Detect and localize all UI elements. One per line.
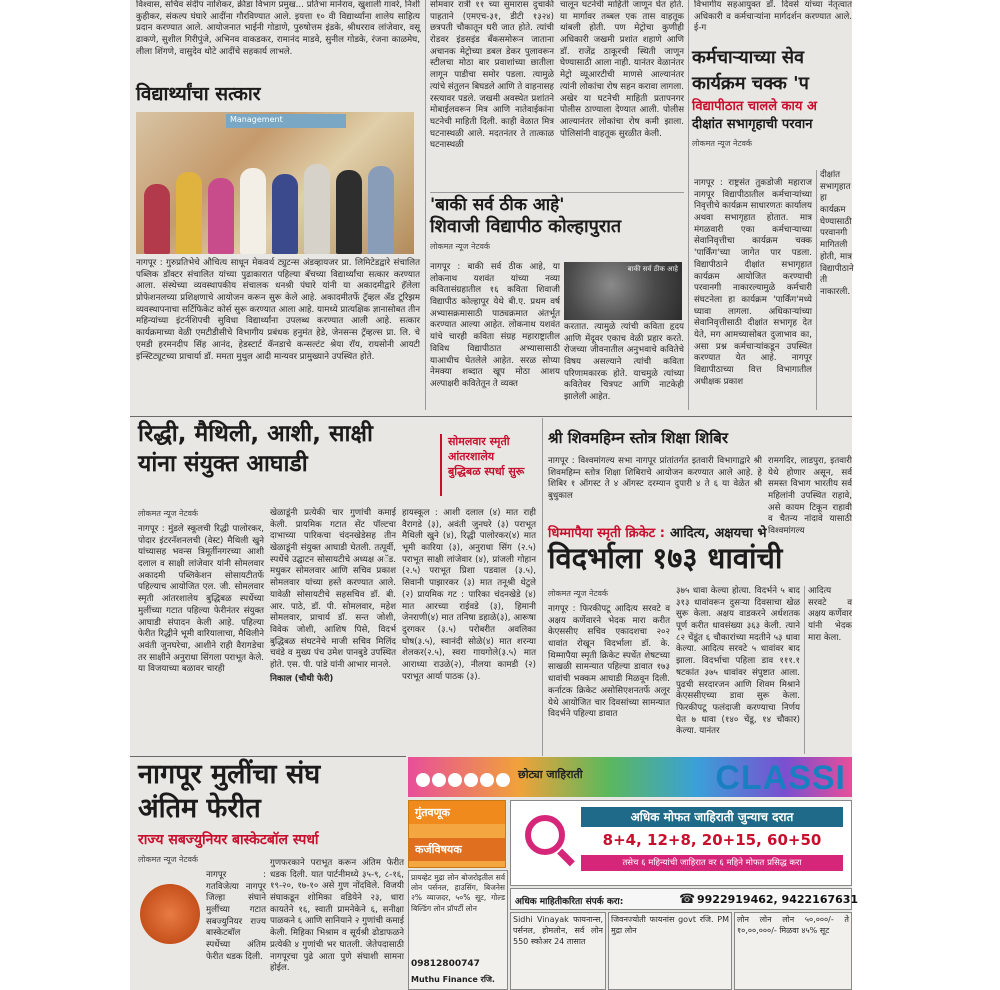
contact-phones: 9922919462, 9422167631 [697, 893, 859, 906]
basketball-text-1: नागपूर : गतविजेत्या नागपूर जिल्हा संघाने मुलींच्या गटात सबज्युनियर राज्य बास्केटबॉल स्पर्धेच्या अंतिम फेरीत धडक दिली. [206, 870, 266, 962]
chess-headline-2: यांना संयुक्त आघाडी [138, 450, 308, 477]
cricket-text-3: आदित्य सरवटे व अक्षय कर्णेवार यांनी भेदक मारा केला. [808, 586, 852, 643]
chess-tag-3: बुद्धिबळ स्पर्धा सुरू [448, 465, 525, 478]
chess-results-text: हायस्कूल : आशी दलाल (४) मात राही वैरागडे (३), अवंती जुनघरे (३) पराभूत मैथिली खुने (४), रिद्धी पालोरकर(४) मात भूमी कारिया (३), अनुराधा सिंग (२.५) पराभूत साक्षी लांजेवार (४), प्रांजली गोहान (२.५) पराभूत प्रिशा पडवाल (३.५), सिवानी पाझारकर (३) मात तनूश्री थेटुले (२) प्रायमिक गट : पारिका चंदनखेडे (४) मात आरच्या राईवडे (३), हिमानी जेनराणी(४) मात तनिषा डहाळे(३), आरूषा दुरगकर (३.५) परोबरीत अवलिका घोष(३.५), स्वानंदी सोळे(४) मात शरन्या शेलकर(२.५), स्वरा गायगोले(३.५) मात आराध्या राउळे(२), नीलया कामडी (२) पराभूत आर्या पाठक (३). [402, 508, 536, 682]
karmachari-strip-text: दीक्षांत सभागृहात हा कार्यक्रम घेण्यासाठी परवानगी मागितली होती, मात्र विद्यापीठाने ती नाकारली. [820, 170, 854, 297]
poet-book-photo [564, 262, 682, 320]
felicitation-body [136, 258, 420, 408]
chess-col2 [270, 508, 396, 754]
column-divider [425, 0, 426, 410]
column-divider [816, 170, 817, 410]
section-divider [130, 756, 406, 757]
cricket-headline: विदर्भाला १७३ धावांची [548, 541, 783, 575]
top-left-text: विश्वास, सचिव संदीप नाशिकर, क्रीडा विभाग प्रमुख... प्रतिभा मानेराव, खुशाली गावरे, निशी कुहीकर, संकल्प घंघारे आदींना गौरविण्यात आले. इयत्ता १० वी विद्यार्थ्यांना शालेय साहित्य प्रदान करण्यात आले. आयोजनात भाईनी गोडाणे, पुरुषोत्तम इंडके, श्रीधरराव लांजेवार, वसू ढाकणे, सुशील गिरीपुंजे, अभिनव वाकडकर, रामानंद माडवे, सुनील गोडके, रंजना काळमेघ, लीला शिंगणे, वासुदेव थोटे आदींचे सहकार्य लाभले. [136, 0, 420, 57]
classifieds-banner [408, 757, 852, 797]
column-divider [804, 586, 805, 754]
cricket-kicker-red: धिम्मापैया स्मृती क्रिकेट : [548, 526, 665, 541]
person-figure [176, 172, 202, 254]
newspaper-page [130, 0, 859, 990]
top-right-text: विभागीय सहआयुक्त डॉ. दिवसे यांच्या नेतृत्वात अधिकारी व कर्मचाऱ्यांना मार्गदर्शन करण्यात आले. ई-ग [694, 0, 852, 34]
karmachari-right-strip [820, 170, 852, 410]
metro-story-text: सोमवार रात्री ११ च्या सुमारास दुचाकी पाहताने (एमएच-३१, डीटी १३२४) छत्रपती चौकातून घरी जात होते. त्यांची रोडवर इंडसइंड बँकसमोरून जाताना अचानक मेट्रोच्या डबल डेकर पुलावरून स्टीलचा मोठा बार प्रवाशांच्या छातीला लागून पाडीचा समोर पडला. त्यामुळे त्यांचे संतुलन बिघडले आणि ते वाहनासह रस्त्यावर पडले. जखमी अवस्थेत प्रशांतने मोबाईलवरून मित्र आणि नातेवाईकांना घटनेची माहिती दिली. काही वेळात मित्र घटनास्थळी आले. मदतनंतर ते तात्काळ घटनास्थळी [430, 0, 554, 151]
offer-title: अधिक मोफत जाहिराती जुन्याच दरात [581, 807, 843, 827]
category-icons [416, 769, 512, 788]
sidhi-text: Sidhi Vinayak फायनान्स, पर्सनल, होमलोन, सर्व लोन 550 स्कोअर 24 तासात [513, 915, 603, 946]
invest-tab-label: गुंतवणूक [409, 801, 505, 824]
shivaji-byline: लोकमत न्यूज नेटवर्क [430, 242, 491, 252]
chess-results-label: निकाल (चौथी फेरी) [270, 673, 334, 684]
shivaji-text: नागपूर : बाकी सर्व ठीक आहे, या लोकनाथ यशवंत यांच्या नव्या कवितासंग्रहातील १६ कविता शिवाजी विद्यापीठ कोल्हापूर येथे बी.ए. प्रथम वर्ष अभ्यासक्रमासाठी पाठ्यक्रमात अंतर्भूत करण्यात आल्या आहेत. लोकनाथ यशवंत यांचे चारही कविता संग्रह महाराष्ट्रातील विविध विद्यापीठात अभ्यासासाठी याआधीच घेतलेले आहेत. सरळ सोप्या नेमक्या शब्दात खूप मोठा आशय अल्पाक्षरी कवितेतून ते व्यक्त [430, 262, 560, 389]
felicitation-headline-block [136, 84, 420, 110]
person-figure [336, 170, 362, 254]
chess-col1 [138, 524, 264, 754]
chess-col3 [402, 508, 536, 754]
loan-ad-phone: 09812800747 [411, 959, 480, 969]
metro-story-col1 [430, 0, 554, 190]
shivaji-text-2: करतात. त्यामुळे त्यांची कविता हृदय आणि मेंदूवर एकाच वेळी प्रहार करते. रोजच्या जीवनातील अनुभवाचे कवितेचे विषय असल्याने त्यांची कविता परिणामकारक होते. याचमुळे त्यांच्या कवितेवर चित्रपट आणि नाटकेही झालेली आहेत. [564, 322, 684, 403]
book-caption: बाकी सर्व ठीक आहे [627, 265, 678, 273]
karmachari-body [694, 178, 812, 412]
loan-tab-label: कर्जविषयक [409, 838, 505, 861]
section-divider [430, 192, 684, 193]
loan-ad-right[interactable] [734, 912, 852, 990]
shivmahimna-headline-block [548, 430, 852, 452]
contact-strip[interactable] [510, 888, 859, 910]
person-figure [144, 184, 170, 254]
chess-text-1: नागपूर : मुंडले स्कूलची रिद्धी पालोरकर, पोदार इंटरनॅशनलची (वेस्ट) मैथिली खुने यांच्यासह भवन्स त्रिमूर्तीनगरच्या आशी दलाल व साक्षी लांजेवार यांनी सोमलवार अकादमी पब्लिकेशन सोसायटीतर्फे पहिल्याच आयोजित एल. जी. सोमलवार स्मृती आंतरशालेय बुद्धिबळ स्पर्धेच्या मुलींच्या गटात पहिल्या फेरीनंतर संयुक्त आघाडी संपादन केली आहे. पहिल्या फेरीत रिद्धीने भूमी वारियालाचा, मैथिलीने अवंती जुनघरेचा, आशीने राही वैरागडेचा तर साक्षीने अनुराधा सिंगला पराभूत केले. या विजयाच्या बळावर चारही [138, 524, 264, 675]
basketball-byline: लोकमत न्यूज नेटवर्क [138, 855, 199, 864]
column-divider [688, 0, 689, 410]
basketball-image [140, 884, 200, 944]
cricket-text-2: ३७५ धावा केल्या होत्या. विदर्भने ५ बाद ३१३ धावांवरून दुसऱ्या दिवसाचा खेळ सुरू केला. अक्षय वाडकरने अर्धशतक पूर्ण करीत धावसंख्या ३६३ केली. त्याने ८२ चेंडूंत ६ चौकारांच्या मदतीने ५३ धावा केल्या. आदित्य सरवटे ५ धावांवर बाद झाला. विदर्भाचा पहिला डाव १११.१ षटकांत ३७५ धावांवर संपुष्टात आला. पुढची सरदारजन आणि शिवम मिश्राने केएससीएच्या डावा सुरू केला. फिरकीपटू फलंदाजी करण्याचा निर्णय घेत ७ धावा (१४० चेंडू, १४ चौकार) केल्या. यानंतर [676, 586, 800, 737]
chess-tag-block [440, 434, 550, 496]
cricket-col2 [676, 586, 800, 754]
classifieds-big-title: CLASSI [715, 759, 846, 797]
category-icon [480, 773, 494, 787]
jeevan-text: जिवनज्योती फायनांस govt रजि. PM मुद्रा लोन [611, 915, 729, 935]
offer-deal: 8+4, 12+8, 20+15, 60+50 [602, 831, 822, 849]
shivmahimna-text: नागपूर : विश्वमांगल्य सभा नागपूर प्रांतांतर्गत इतवारी विभागाद्वारे श्री शिवमहिम्न स्तोत्र शिक्षा शिबिराचे आयोजन करण्यात आले आहे. हे शिबिर १ ऑगस्ट ते ४ ऑगस्ट दरम्यान दुपारी ४ ते ६ या वेळेत श्री बुधुकाल [548, 456, 762, 502]
cricket-text-1: नागपूर : फिरकीपटू आदित्य सरवटे व अक्षय कर्णेवारने भेदक मारा करीत केएससीए सचिव एकादशचा २०२ धावांत रोखून विदर्भाला डॉ. के. थिम्मापैया स्मृती क्रिकेट स्पर्धेत शेषटच्या साखळी सामन्यात पहिल्या डावात १७३ धावांची भक्कम आघाडी मिळवून दिली. कर्नाटक क्रिकेट असोसिएशनतर्फे अलूर येथे आयोजित चार दिवसांच्या सामन्यात विदर्भने पहिल्या डावात [548, 604, 670, 720]
person-figure [272, 174, 298, 254]
loan-ad-text: प्रायव्हेट मुद्रा लोन बोजरोइतील सर्व लोन पर्सनल, हाउसिंग, बिजनेस २% व्याजदर, ५०% सूट, गोल्ड बिल्डिंग लोन प्रॉपर्टी लोन [411, 873, 505, 913]
category-icon [432, 773, 446, 787]
chess-tag-1: सोमलवार स्मृती [448, 435, 510, 448]
search-magnifier-icon [525, 815, 565, 855]
karmachari-headline-1: कर्मचाऱ्याच्या सेव [692, 47, 805, 68]
chess-headline-block [138, 422, 438, 504]
shivmahimna-right-text: रामगदिर, लाडपुरा, इतवारी येथे होणार असून, सर्व समस्त विभाग भारतीय सर्व महिलांनी उपस्थित राहावे, असे कायम टिकून राहावी व चैतन्य नांदावे यासाठी विश्वमांगल्य [768, 456, 852, 537]
person-figure [368, 166, 394, 254]
shivaji-kicker: 'बाकी सर्व ठीक आहे' [430, 195, 565, 215]
banner-text: Management [230, 115, 283, 124]
jeevan-jyoti-ad[interactable] [608, 912, 732, 990]
shivaji-headline: शिवाजी विद्यापीठ कोल्हापुरात [430, 216, 622, 238]
cricket-col1 [548, 604, 670, 754]
sidhi-vinayak-ad[interactable] [510, 912, 606, 990]
chess-text-2: खेळाडूंनी प्रत्येकी चार गुणांची कमाई केली. प्रायमिक गटात सेंट पॉल्टचा दाभाच्या पारिकचा चंदनखेडेसह तीन खेळाडूंनी संयुक्त आघाडी घेतली. तत्पूर्वी, स्पर्धेचे उद्घाटन सोसायटीचे अध्यक्ष अॅड. मधुकर सोमलवार आणि सचिव प्रकाश सोमलवार यांच्या हस्ते करण्यात आले. यावेळी सोसायटीचे सहसचिव डॉ. बी. आर. पाठे, डॉ. पी. सोमलवार, महेश सोमलवार, प्राचार्य डॉ. सन्त जोशी, विवेक जोशी, आशिष पिसे, विदर्भ बुद्धिबळ संघटनेचे माजी सचिव मिलिंद चवंडे व मुख्य पंच उमेश पानबुडे उपस्थित होते. एस. पी. पांडे यांनी आभार मानले. [270, 508, 396, 670]
section-divider [130, 416, 852, 417]
shivmahimna-right [768, 456, 852, 537]
cricket-col3 [808, 586, 852, 754]
top-right-text-block [694, 0, 852, 40]
basketball-subhead: राज्य सबज्युनियर बास्केटबॉल स्पर्धा [138, 832, 319, 848]
offer-sub: तसेच ६ महिन्यांची जाहिरात वर ६ महिने मोफत प्रसिद्ध करा [581, 855, 843, 871]
column-divider [542, 418, 543, 756]
person-figure [208, 178, 234, 254]
basketball-headline-1: नागपूर मुलींचा संघ [138, 759, 321, 790]
felicitation-headline: विद्यार्थ्यांचा सत्कार [136, 83, 261, 105]
person-figure [240, 168, 266, 254]
basketball-headline-2: अंतिम फेरीत [138, 793, 261, 825]
basketball-col2 [270, 858, 404, 986]
classifieds-small-title: छोट्या जाहिराती [518, 768, 583, 781]
cricket-kicker [548, 522, 852, 542]
basketball-text-2: गुणफरकाने पराभूत करून अंतिम फेरीत धडक दिली. यात पार्टनीमध्ये ३५-९, ८-१६, १९-२०, १७-१० असे गुण नोंदविले. विजयी संघाकडून शोमिका वडियेने २३, धारा कायतेने १६, स्वाती प्रामनेकेने ६, सनीक्षा पाळकने ६ आणि सानियाने २ गुणांची कमाई केली. मिहिका भिश्राम व सूर्यश्री ढोडाफळने प्रत्येकी ४ गुणांची भर घातली. जेतेपदासाठी नागपूरचा पुढे आता पुणे संघाशी सामना होईल. [270, 858, 404, 974]
karmachari-subhead-1: विद्यापीठात चालले काय अ [692, 99, 817, 115]
felicitation-text: नागपूर : गुरुप्रतिभेचे औचित्य साधून मेकवर्थ ट्युटन्स अंडव्हायजर प्रा. लिमिटेडद्वारे संचालित पब्लिक डॉक्टर संचालित यांच्या पुढाकारात पहिल्या बॅचच्या विद्यार्थ्यांचा सत्कार करण्यात आला. संस्थेच्या व्यवस्थापकीय संचालक धनश्री पंघारे यांनी या अकादमीद्वारे हॅलेला प्रोफेशनलच्या प्रशिक्षणाचे आयोजन करून सुरू केले आहे. अकादमीतर्फे ट्रॅव्हल अँड टूरिझम व्यवस्थापनाचा सर्टिफिकेट कोर्स सुरू करण्यात आला आहे. यामध्ये प्रात्यक्षिक ज्ञानासोबत तीन महिन्यांच्या इंटर्नशिपची सुविधा विद्यार्थ्यांना उपलब्ध करण्यात आली आहे. सत्कार कार्यक्रमाच्या वेळी एमटीडीसीचे विभागीय प्रबंधक हनुमंत हेडे, जेनसन्स ट्रॅव्हल्स प्रा. लि. चे एमडी हरमनदीप सिंह आनंद, हेडस्टार्ट कॅनडाचे कन्सल्टंट श्रेया रॉय, रायसोनी आयटी इन्स्टिट्यूटच्या प्राचार्या डॉ. ममता मुथुल आदी मान्यवर प्रामुख्याने उपस्थित होते. [136, 258, 420, 362]
category-icon [448, 773, 462, 787]
chess-headline-1: रिद्धी, मैथिली, आशी, साक्षी [138, 421, 373, 447]
shivaji-headline-block [430, 196, 686, 258]
karmachari-headline-2: कार्यक्रम चक्क 'प [692, 73, 809, 95]
shivaji-body-col1 [430, 262, 560, 412]
shivaji-body-col2 [564, 322, 684, 412]
cricket-kicker-rest: आदित्य, अक्षयचा भे [670, 526, 767, 541]
shivmahimna-headline: श्री शिवमहिम्न स्तोत्र शिक्षा शिबिर [548, 429, 728, 447]
chess-byline: लोकमत न्यूज नेटवर्क [138, 509, 199, 518]
phone-icon: ☎ [679, 892, 696, 907]
category-icon [464, 773, 478, 787]
basketball-col1 [206, 870, 266, 986]
category-icon [416, 773, 430, 787]
karmachari-text: नागपूर : राष्ट्रसंत तुकडोजी महाराज नागपूर विद्यापीठातील कर्मचाऱ्यांच्या निवृत्तीचे कार्यक्रम साधारणतः कार्यालय अथवा सभागृहात होतात. मात्र मंगळवारी एका कर्मचाऱ्याच्या सेवानिवृत्तीचा कार्यक्रम चक्क 'पार्किंग'च्या जागेत पार पडला. विद्यापीठाने दीक्षांत सभागृहात कार्यक्रम आयोजित करण्याची परवानगी नाकारल्यामुळे कर्मचारी संघटनेला हा कार्यक्रम 'पार्किंग'मध्ये घ्यावा लागला. अधिकाऱ्यांच्या सेवानिवृत्तीसाठी दीक्षांत सभागृह देत येते, मग आमच्यासोबत दुजाभाव का, असा प्रश्न कर्मचाऱ्यांकडून उपस्थित करण्यात येत आहे. नागपूर विद्यापीठाच्या वित्त विभागातील अधीक्षक प्रकाश [694, 178, 812, 387]
loan-ad[interactable] [408, 870, 508, 990]
top-left-continuation [136, 0, 420, 80]
loan-right-text: लोन लोन लोन ५०,०००/- ते १०,००,०००/- मिळवा ४५% सूट [737, 915, 849, 935]
free-ads-offer[interactable] [510, 800, 852, 886]
cricket-headline-block [548, 542, 852, 582]
karmachari-headline-block [692, 48, 852, 170]
invest-tab[interactable] [408, 800, 506, 868]
person-figure [304, 164, 330, 254]
felicitation-photo [136, 112, 414, 254]
metro-story-col2 [560, 0, 684, 190]
contact-label: अधिक माहितीकरिता संपर्क करा: [515, 897, 624, 907]
shivmahimna-body [548, 456, 762, 516]
metro-story-text-2: चालून घटनेची माहिती जाणून घेत होते. या मार्गावर तब्बल एक तास वाहतूक थांबली होती. पण मेट्रोचा कुणीही अधिकारी जखमी प्रशांत शहाणे आणि डॉ. राजेंद्र ठाकूरची स्थिती जाणून घेण्यासाठी आला नाही. यानंतर वेळानंतर मेट्रो व्यूआरटीची माणसे आल्यानंतर त्यांनी लोकांचा रोष सहन करावा लागला. अखेर या घटनेची माहिती प्रतापनगर पोलीस ठाण्याला देण्यात आली. पोलीस आल्यानंतर लोकांचा रोष कमी झाला. पोलिसांनी वाहतूक सुरळीत केली. [560, 0, 684, 139]
karmachari-byline: लोकमत न्यूज नेटवर्क [692, 139, 753, 149]
category-icon [496, 773, 510, 787]
chess-tag-2: आंतरशालेय [448, 450, 495, 463]
karmachari-subhead-2: दीक्षांत सभागृहाची परवान [692, 116, 813, 132]
muthu-finance: Muthu Finance रजि. [411, 975, 495, 984]
cricket-byline: लोकमत न्यूज नेटवर्क [548, 589, 609, 598]
